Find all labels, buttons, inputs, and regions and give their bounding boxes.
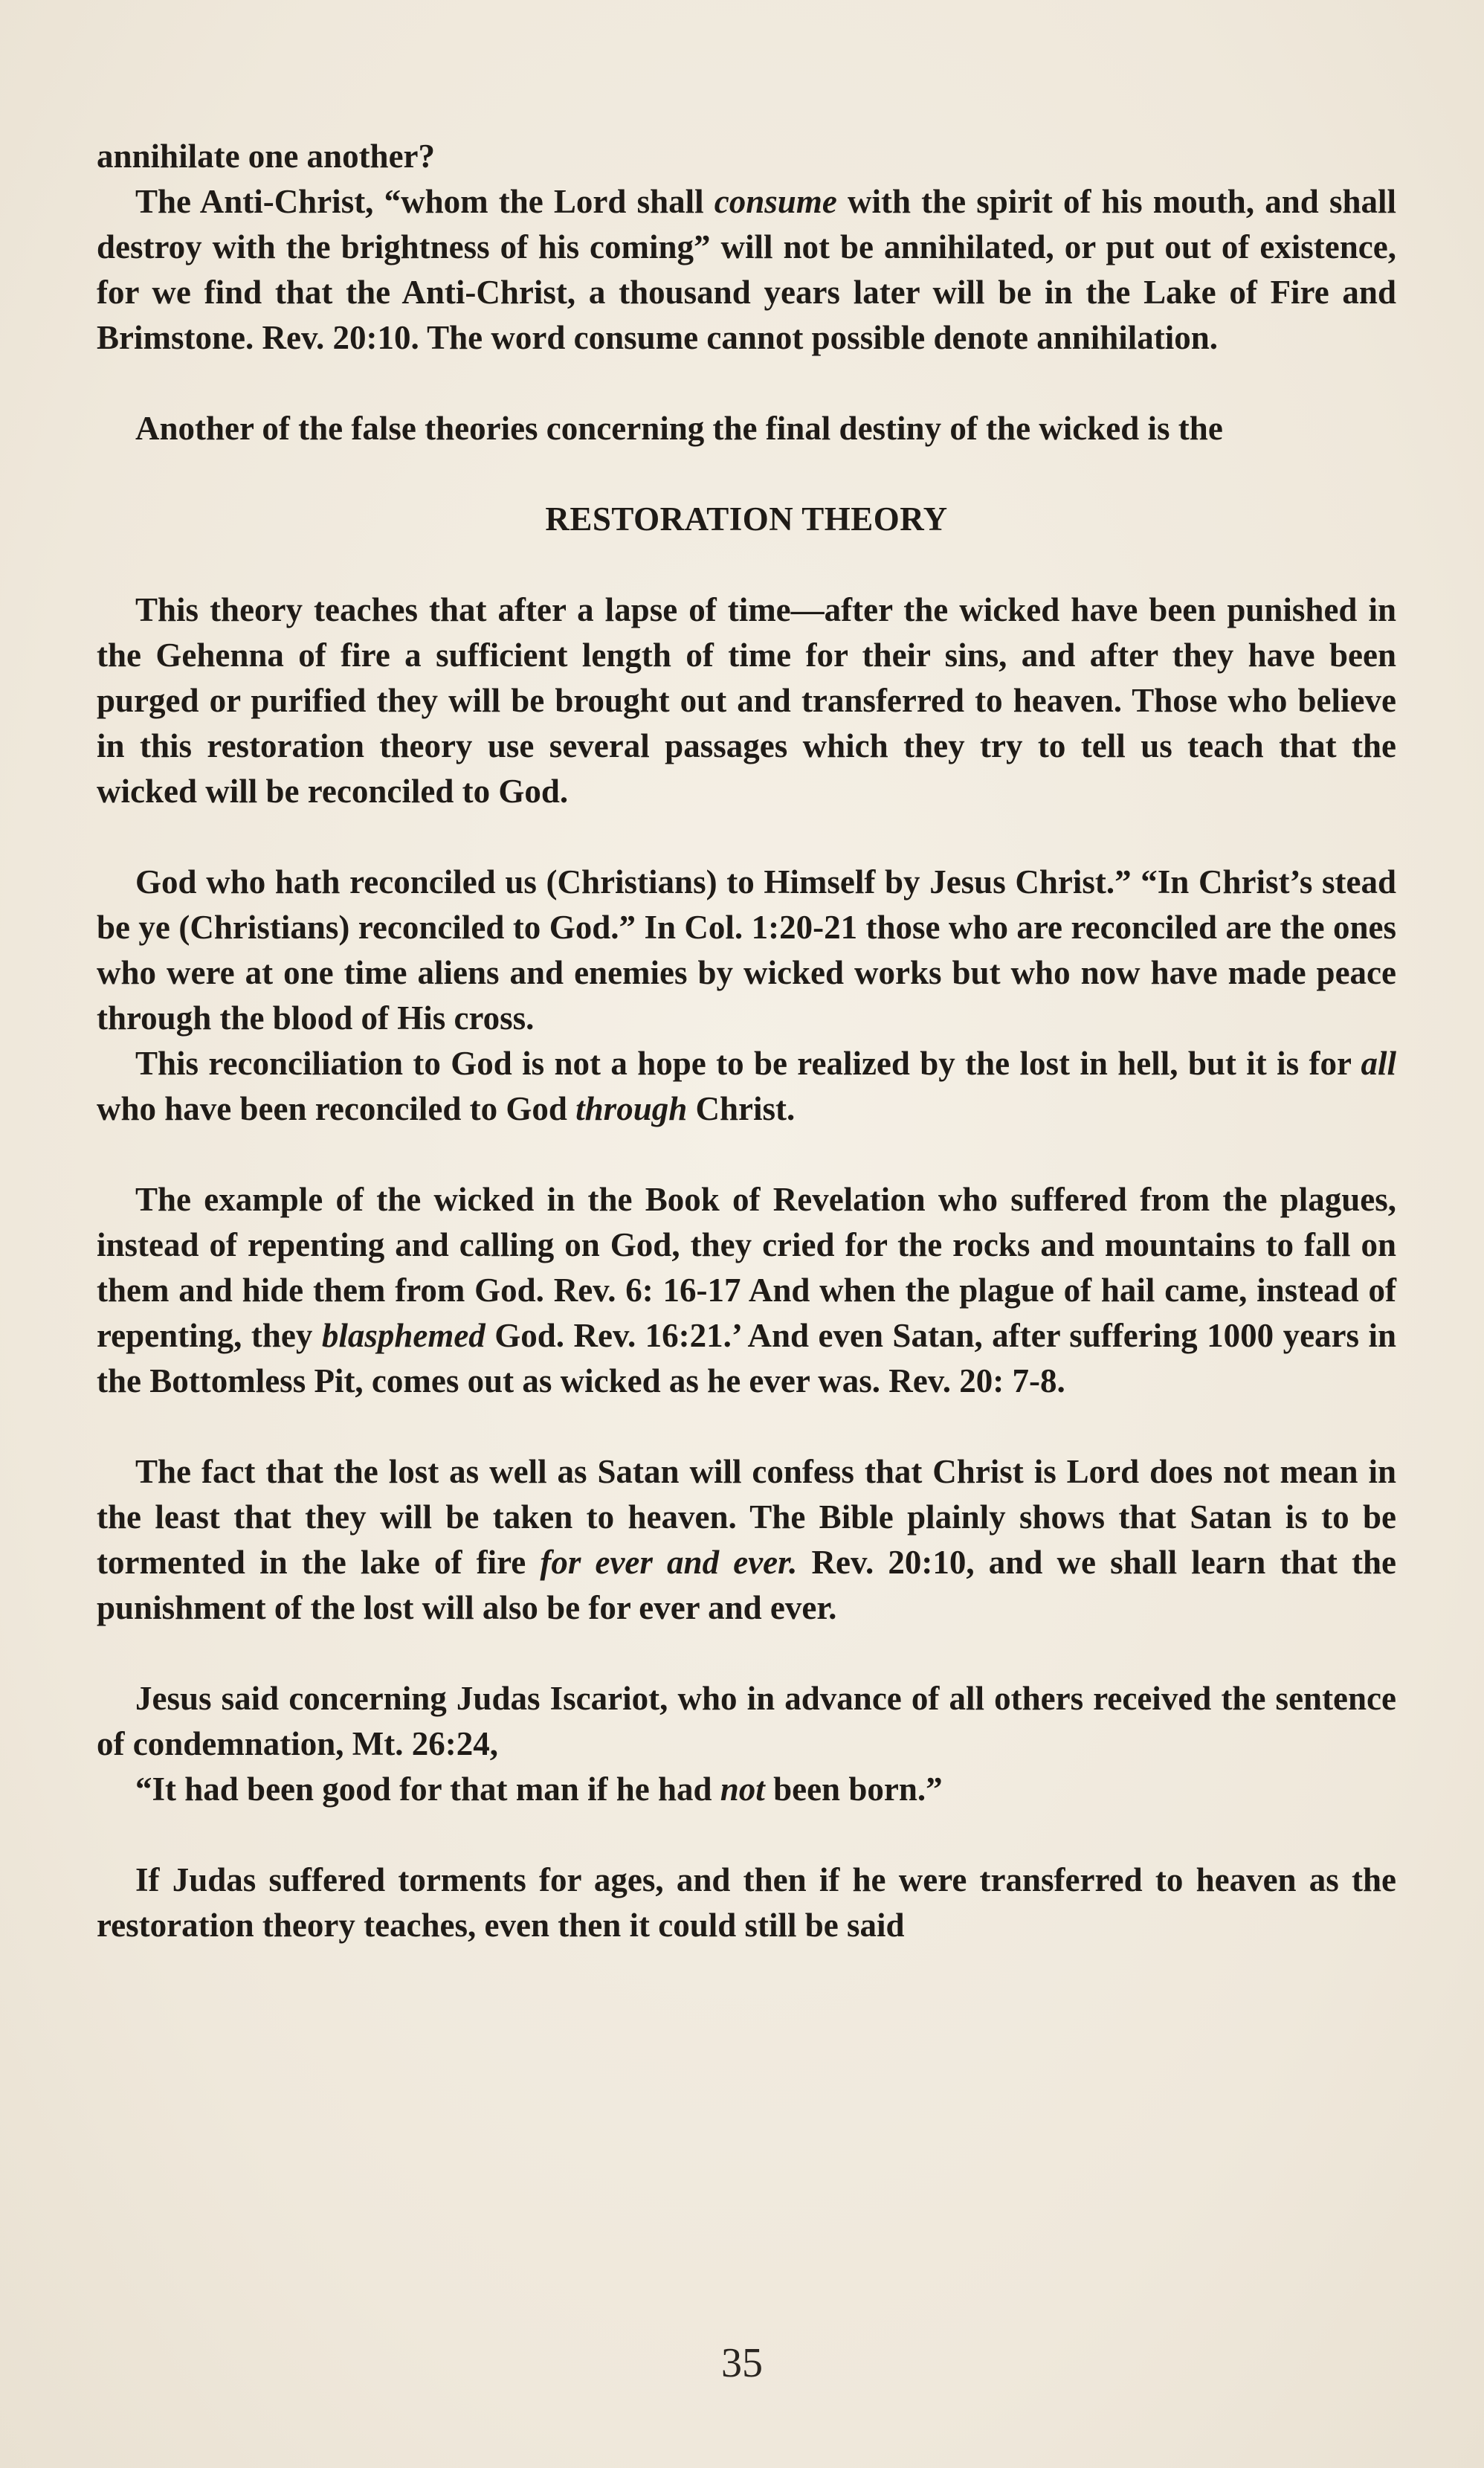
paragraph-anti-christ <box>97 179 1396 361</box>
paragraph-gap <box>97 1404 1396 1449</box>
text-run: This reconciliation to God is not a hope to be realized by the lost in hell, but it is for <box>135 1045 1361 1082</box>
text-run: Jesus said concerning Judas Iscariot, who in advance of all others received the sentence of condemnation, Mt. 26:24, <box>97 1680 1396 1762</box>
paragraph-false-theories <box>97 406 1396 451</box>
paragraph-gap <box>97 542 1396 587</box>
text-run: “It had been good for that man if he had <box>135 1771 720 1808</box>
paragraph-revelation-example <box>97 1177 1396 1404</box>
paragraph-judas <box>97 1676 1396 1767</box>
paragraph-gap <box>97 1812 1396 1858</box>
text-run: The Anti-Christ, “whom the Lord shall <box>135 183 714 220</box>
italic-term: not <box>720 1771 765 1808</box>
text-run: If Judas suffered torments for ages, and then if he were transferred to heaven as the restoration theory teaches, even then it could still be said <box>97 1861 1396 1944</box>
paragraph-confess-christ <box>97 1449 1396 1631</box>
text-run: who have been reconciled to God <box>97 1090 576 1127</box>
body-text <box>97 134 1396 1948</box>
paragraph-reconciliation <box>97 1041 1396 1132</box>
text-run: The fact that the lost as well as Satan will confess that Christ is Lord does not mean in the least that they will be taken to heaven. The Bible plainly shows that Satan is to be tormented in the lake of fire <box>97 1453 1396 1581</box>
paragraph-theory-teaches <box>97 587 1396 814</box>
italic-term: for ever and ever. <box>540 1544 798 1581</box>
text-run: God. Rev. 16:21.’ And even Satan, after suffering 1000 years in the Bottomless Pit, comes out as wicked as he ever was. Rev. 20: 7-8. <box>97 1317 1396 1399</box>
text-run: Another of the false theories concerning the final destiny of the wicked is the <box>135 410 1223 447</box>
paragraph-gap <box>97 361 1396 406</box>
text-run: with the spirit of his mouth, and shall destroy with the brightness of his coming” will not be annihilated, or put out of existence, for we find that the Anti-Christ, a thousand years later will be in the Lake of Fire and Brimstone. Rev. 20:10. The word consume cannot possible denote annihilation. <box>97 183 1396 356</box>
italic-term: consume <box>714 183 837 220</box>
italic-term: blasphemed <box>321 1317 485 1354</box>
paragraph-gap <box>97 814 1396 860</box>
text-run: Rev. 20:10, and we shall learn that the punishment of the lost will also be for ever and ever. <box>97 1544 1396 1626</box>
page-number: 35 <box>721 2340 763 2386</box>
text-run: annihilate one another? <box>97 138 436 175</box>
section-heading: RESTORATION THEORY <box>545 500 948 538</box>
text-run: Christ. <box>687 1090 796 1127</box>
text-run: This theory teaches that after a lapse of time—after the wicked have been punished in the Gehenna of fire a sufficient length of time for their sins, and after they have been purged or purified they will be brought out and transferred to heaven. Those who believe in this restoration theory use several passages which they try to tell us teach that the wicked will be reconciled to God. <box>97 591 1396 810</box>
text-run: The example of the wicked in the Book of Revelation who suffered from the plagues, instead of repenting and calling on God, they cried for the rocks and mountains to fall on them and hide them from God. Rev. 6: 16-17 And when the plague of hail came, instead of repenting, they <box>97 1181 1396 1354</box>
text-run: God who hath reconciled us (Christians) to Himself by Jesus Christ.” “In Christ’s stead be ye (Christians) reconciled to God.” In Col. 1:20-21 those who are reconciled are the ones who were at one time aliens and enemies by wicked works but who now have made peace through the blood of His cross. <box>97 863 1396 1037</box>
paragraph-reconciled <box>97 860 1396 1041</box>
scripture-quote <box>135 1767 1396 1812</box>
italic-term: all <box>1361 1045 1396 1082</box>
paragraph-continuation <box>97 134 1396 179</box>
text-run: been born.” <box>764 1771 943 1808</box>
italic-term: through <box>575 1090 688 1127</box>
paragraph-gap <box>97 451 1396 497</box>
paragraph-judas-torments <box>97 1858 1396 1948</box>
paragraph-gap <box>97 1132 1396 1177</box>
paragraph-gap <box>97 1631 1396 1676</box>
